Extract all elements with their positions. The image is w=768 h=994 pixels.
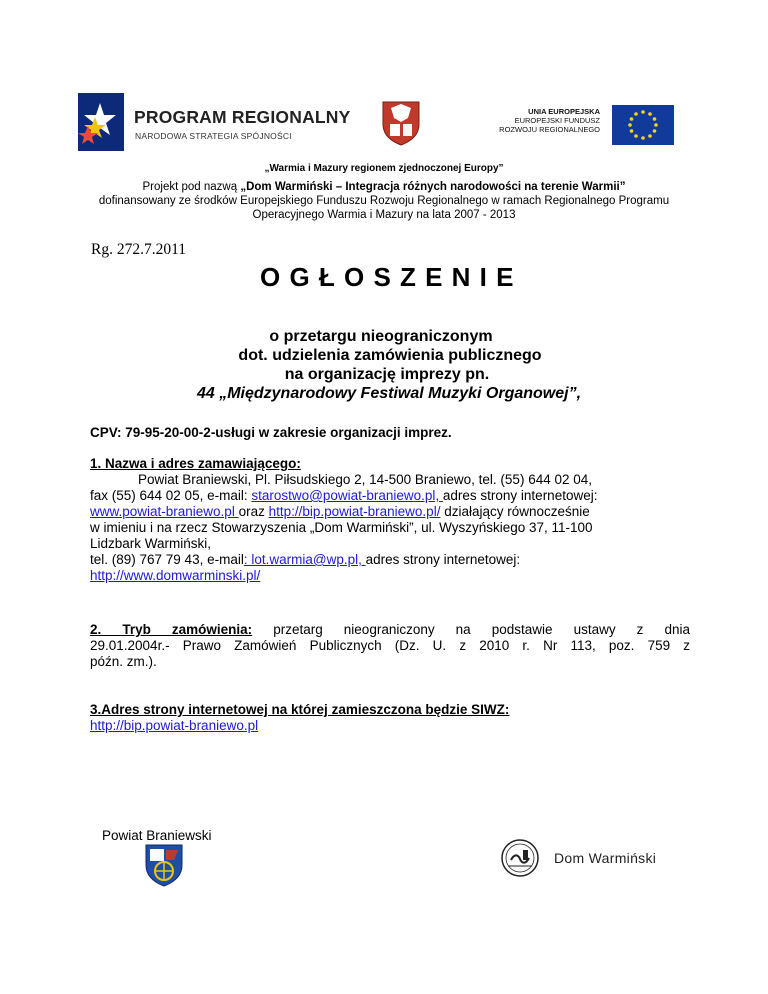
star-flag-icon [78,93,134,151]
section-1-line-1: Powiat Braniewski, Pl. Piłsudskiego 2, 14-500 Braniewo, tel. (55) 644 02 04, [138,472,592,487]
project-prefix: Projekt pod nazwą [142,181,241,193]
section-1-line-2 [90,488,690,504]
section-1 [90,456,690,584]
motto: „Warmia i Mazury regionem zjednoczonej Europy” [264,163,504,174]
fax-text: fax (55) 644 02 05, e-mail: [90,488,252,503]
program-logo-subtitle: NARODOWA STRATEGIA SPÓJNOŚCI [135,131,292,141]
project-line [0,181,768,195]
section-2-heading: 2. Tryb zamówienia: [90,622,253,637]
website-link-powiat[interactable]: www.powiat-braniewo.pl [90,504,239,519]
subject-line-2: dot. udzielenia zamówienia publicznego [238,347,542,364]
email-link-starostwo[interactable]: starostwo@powiat-braniewo.pl, [251,488,443,503]
website-label-2: adres strony internetowej: [365,552,521,567]
section-2-line-2: 29.01.2004r.- Prawo Zamówień Publicznych (Dz. U. z 2010 r. Nr 113, poz. 759 z [90,638,690,653]
email-link-lot-warmia[interactable]: lot.warmia@wp.pl, [251,552,366,567]
program-regionalny-logo [78,93,351,151]
oraz-text: oraz [238,504,269,519]
bip-link-2[interactable]: http://bip.powiat-braniewo.pl [90,718,259,733]
powiat-braniewski-coat-of-arms [144,843,184,892]
bip-link-1[interactable]: http://bip.powiat-braniewo.pl/ [268,504,441,519]
subject-line-1: o przetargu nieograniczonym [269,328,493,345]
subject-line-4: 44 „Międzynarodowy Festiwal Muzyki Organowej”, [196,385,582,402]
subject-block [0,327,768,403]
website-label-1: adres strony internetowej: [442,488,598,503]
section-1-line-5: Lidzbark Warmiński, [90,536,212,551]
program-logo-title: PROGRAM REGIONALNY [134,107,351,127]
county-label: Powiat Braniewski [102,828,212,843]
section-1-line-6 [90,552,690,568]
section-2 [90,622,690,670]
acting-text: działający równocześnie [440,504,590,519]
section-3-heading: 3.Adres strony internetowej na której zamieszczona będzie SIWZ: [90,702,510,717]
section-2-line-1 [90,622,690,638]
phone-text: tel. (89) 767 79 43, e-mail [90,552,244,567]
dom-warminski-emblem-icon [494,836,546,880]
eu-line-1: UNIA EUROPEJSKA [528,107,600,116]
section-2-text-1: przetarg nieograniczony na podstawie ustawy z dnia [252,622,690,637]
section-1-line-3 [90,504,690,520]
dom-warminski-label: Dom Warmiński [554,850,657,866]
subject-line-3: na organizację imprezy pn. [284,366,490,383]
eu-logo [490,93,685,155]
reference-number: Rg. 272.7.2011 [91,241,187,258]
section-2-line-3: późn. zm.). [90,654,157,669]
section-3 [90,702,690,734]
eu-flag-icon [612,105,674,145]
section-1-heading: 1. Nazwa i adres zamawiającego: [90,456,301,471]
colon-link: : [243,552,252,567]
warmia-mazury-coat-of-arms [381,100,421,146]
website-link-domwarminski[interactable]: http://www.domwarminski.pl/ [90,568,261,583]
dom-warminski-logo [494,836,674,880]
page-title: O G Ł O S Z E N I E [260,262,515,292]
funding-line-1: dofinansowany ze środków Europejskiego Funduszu Rozwoju Regionalnego w ramach Regionalnego Programu [98,195,670,207]
section-1-line-7 [90,568,690,584]
eu-line-2: EUROPEJSKI FUNDUSZ [514,116,600,125]
funding-line-2: Operacyjnego Warmia i Mazury na lata 2007 - 2013 [252,209,516,221]
cpv-line: CPV: 79-95-20-00-2-usługi w zakresie organizacji imprez. [90,425,452,440]
section-1-line-4: w imieniu i na rzecz Stowarzyszenia „Dom Warmiński”, ul. Wyszyńskiego 37, 11-100 [90,520,593,535]
project-name: „Dom Warmiński – Integracja różnych narodowości na terenie Warmii” [240,181,626,193]
eu-line-3: ROZWOJU REGIONALNEGO [499,125,600,134]
